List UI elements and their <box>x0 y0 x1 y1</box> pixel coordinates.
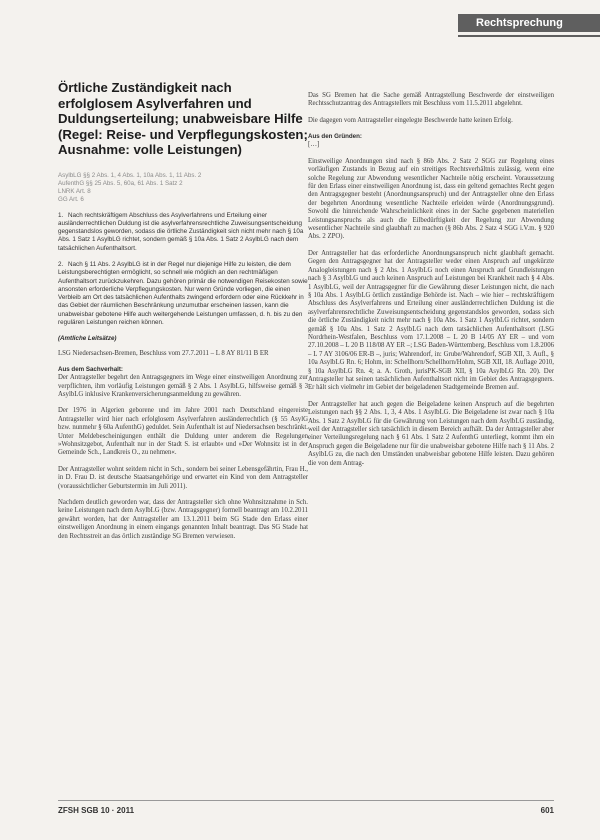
page-number: 601 <box>540 806 554 815</box>
guide-text: Nach § 11 Abs. 2 AsylbLG ist in der Regel nur diejenige Hilfe zu leisten, die dem Leistungsberechtigten ermöglicht, so schnell wie möglich an den rechtmäßigen Aufenthaltsort zurückzukehren. Dazu gehören primär die notwendigen Reisekosten sowie ansonsten erforderliche Verpflegungskosten. Nur wenn Gründe vorliegen, die einen Verbleib am Ort des tatsächlichen Aufenthalts zwingend erfordern oder eine Rückkehr in das Gebiet der räumlichen Beschränkung unzumutbar erscheinen lassen, kann die unabweisbar gebotene Hilfe auch weitergehende Leistungen umfassen, d. h. bis zu den regulären Leistungen reichen können. <box>58 260 308 327</box>
facts-paragraph: Der Antragsteller begehrt den Antragsgegners im Wege einer einstweiligen Anordnung zur verpflichten, ihm vorläufig Leistungen gemäß § 2 Abs. 1 AsylbLG, hilfsweise gemäß § 3 AsylbLG inklusive Krankenversicherungsanmeldung zu gewähren. <box>58 374 308 398</box>
reasons-heading: Aus den Gründen: <box>308 133 362 141</box>
body-paragraph: Das SG Bremen hat die Sache gemäß Antragstellung Beschwerde der einstweiligen Rechtsschutzantrag des Antragstellers mit Beschluss vom 11.5.2011 abgelehnt. <box>308 92 554 108</box>
guide-number: 2. <box>58 260 64 268</box>
body-paragraph: Der Antragsteller hat das erforderliche Anordnungsanspruch nicht glaubhaft gemacht. Gegen den Antragsgegner hat der Antragsteller weder einen Anspruch auf ungekürzte Analogleistungen nach § 2 Abs. 1 AsylbLG noch einen Anspruch auf Grundleistungen nach § 3 AsylbLG und auch keinen Anspruch auf Leistungen bei Krankheit nach § 4 Abs. 1 AsylbLG, weil der Antragsgegner für die Gewährung dieser Leistungen nicht, die nach § 10a Abs. 1 AsylbLG örtlich zuständige Behörde ist. Nach – wie hier – rechtskräftigem Abschluss des Asylverfahrens und Erteilung einer ausländerrechtlichen Duldung ist die asylverfahrensrechtliche Zuweisungsentscheidung gegenstandslos geworden, sodass sich die örtliche Zuständigkeit nicht mehr nach § 10a Abs. 1 Satz 1 AsylbLG richtet, sondern gemäß § 10a Abs. 1 Satz 2 AsylbLG nach dem tatsächlichen Aufenthaltsort (LSG Nordrhein-Westfalen, Beschluss vom 17.1.2008 – L 20 B 14/05 AY ER – und vom 27.10.2008 – L 20 B 118/08 AY ER –; LSG Baden-Württemberg, Beschluss vom 1.8.2006 – L 7 AY 3106/06 ER-B –, juris; Wahrendorf, in: Grube/Wahrendorf, SGB XII, 3. Aufl., § 10a AsylbLG Rn. 6; Hohm, in: Schellhorn/Schellhorn/Hohm, SGB XII, 18. Auflage 2010, § 10a AsylbLG Rn. 4; a. A. Groth, jurisPK-SGB XII, § 10a AsylbLG Rn. 20). Der Antragsteller hat seinen tatsächlichen Aufenthaltsort nicht im Gebiet des Antragsgegners. Er hält sich vielmehr im Gebiet der beigeladenen Stadtgemeinde Bremen auf. <box>308 249 554 392</box>
facts-paragraph: Nachdem deutlich geworden war, dass der Antragsteller sich ohne Wohnsitznahme in Sch. keine Leistungen nach dem AsylbLG (bzw. Antragsgegner) formell beantragt am 10.2.2011 gewährt worden, hat der Antragsteller am 13.1.2011 beim SG Stade den Erlass einer einstweiligen Anordnung in einem eingangs genannten Inhalt beantragt. Das SG Stade hat den Rechtsstreit an das örtlich zuständige SG Bremen verwiesen. <box>58 499 308 540</box>
guiding-principle-1 <box>58 212 308 253</box>
section-rubric <box>458 0 600 44</box>
body-paragraph: Einstweilige Anordnungen sind nach § 86b Abs. 2 Satz 2 SGG zur Regelung eines vorläufigen Zustands in Bezug auf ein streitiges Rechtsverhältnis zulässig, wenn eine solche Regelung zur Abwendung wesentlicher Nachteile nötig erscheint. Voraussetzung für den Erlass einer einstweiligen Anordnung ist, dass ein geltend gemachtes Recht gegen den Antragsgegner besteht (Anordnungsanspruch) und der Antragsteller ohne den Erlass der begehrten Anordnung wesentliche Nachteile erleiden würde (Anordnungsgrund). Sowohl die hinreichende Wahrscheinlichkeit eines in der Sache gegebenen materiellen Leistungsanspruchs als auch die Eilbedürftigkeit der Regelung zur Abwendung wesentlicher Nachteile sind glaubhaft zu machen (§ 86b Abs. 2 Satz 4 SGG i.V.m. § 920 Abs. 2 ZPO). <box>308 157 554 241</box>
decision-citation: LSG Niedersachsen-Bremen, Beschluss vom 27.7.2011 – L 8 AY 81/11 B ER <box>58 349 269 357</box>
guide-number: 1. <box>58 211 64 219</box>
facts-paragraph: Der Antragsteller wohnt seitdem nicht in Sch., sondern bei seiner Lebensgefährtin, Frau H., in D. Frau D. ist deutsche Staatsangehörige und erwartet ein Kind von dem Antragsteller (voraussichtlicher Geburtstermin im Juli 2011). <box>58 465 308 490</box>
body-paragraph: Der Antragsteller hat auch gegen die Beigeladene keinen Anspruch auf die begehrten Leistungen nach §§ 2 Abs. 1, 3, 4 Abs. 1 AsylbLG. Die Beigeladene ist zwar nach § 10a Abs. 1 Satz 2 AsylbLG für die Gewährung von Leistungen nach dem AsylbLG zuständig, weil der Antragsteller sich tatsächlich in diesem Bereich aufhält. Da der Antragsteller aber einer Verteilungsregelung nach § 61 Abs. 1 Satz 2 AufenthG unterliegt, kommt ihm ein Anspruch gegen die Beigeladene nur für die unabweisbar gebotene Hilfe nach § 11 Abs. 2 AsylbLG zu, die nach den Umständen unabweisbar gebotene Hilfe leisten. Dazu gehören die von dem Antrag- <box>308 400 554 467</box>
guide-text: Nach rechtskräftigem Abschluss des Asylverfahrens und Erteilung einer ausländerrechtlichen Duldung ist die asylverfahrensrechtliche Zuweisungsentscheidung gegenstandslos geworden, sodass die örtliche Zuständigkeit sich nicht mehr nach § 10a Abs. 1 Satz 1 AsylbLG richtet, sondern gemäß § 10a Abs. 1 Satz 2 AsylbLG nach dem tatsächlichen Aufenthaltsort. <box>58 211 304 252</box>
article-title: Örtliche Zuständigkeit nach erfolglosem Asylverfahren und Duldungserteilung; unabweisbare Hilfe (Regel: Reise- und Verpflegungskosten; Ausnahme: volle Leistungen) <box>58 80 308 157</box>
norm-references: AsylbLG §§ 2 Abs. 1, 4 Abs. 1, 10a Abs. 1, 11 Abs. 2 AufenthG §§ 25 Abs. 5, 60a, 61 Abs. 1 Satz 2 LNRK Art. 8 GG Art. 6 <box>58 171 202 203</box>
journal-issue: ZFSH SGB 10 · 2011 <box>58 806 135 815</box>
rubric-rule <box>458 35 600 37</box>
right-column <box>308 92 554 476</box>
facts-heading: Aus dem Sachverhalt: <box>58 365 123 373</box>
page-footer <box>58 806 554 815</box>
body-paragraph: Die dagegen vom Antragsteller eingelegte Beschwerde hatte keinen Erfolg. <box>308 116 513 124</box>
left-column <box>58 80 308 549</box>
guiding-principle-2 <box>58 261 308 327</box>
footer-rule <box>58 800 554 801</box>
guide-author: (Amtliche Leitsätze) <box>58 335 117 343</box>
facts-paragraph: Der 1976 in Algerien geborene und im Jahre 2001 nach Deutschland eingereiste Antragsteller wird hier nach erfolglosem Asylverfahren ausländerrechtlich (§ 55 AsylG bzw. nunmehr § 60a AufenthG) geduldet. Sein Aufenthalt ist auf Niedersachsen beschränkt. Unter Meldebescheinigungen enthält die Duldung unter anderem die Regelungen »Wohnsitzgebot, Aufenthalt nur in der Stadt S. ist erlaubt« und »Der Wohnsitz ist in der Gemeinde Sch., Landkreis O., zu nehmen«. <box>58 407 308 457</box>
reasons-ellipsis: […] <box>308 141 320 149</box>
rubric-label: Rechtsprechung <box>458 14 600 32</box>
